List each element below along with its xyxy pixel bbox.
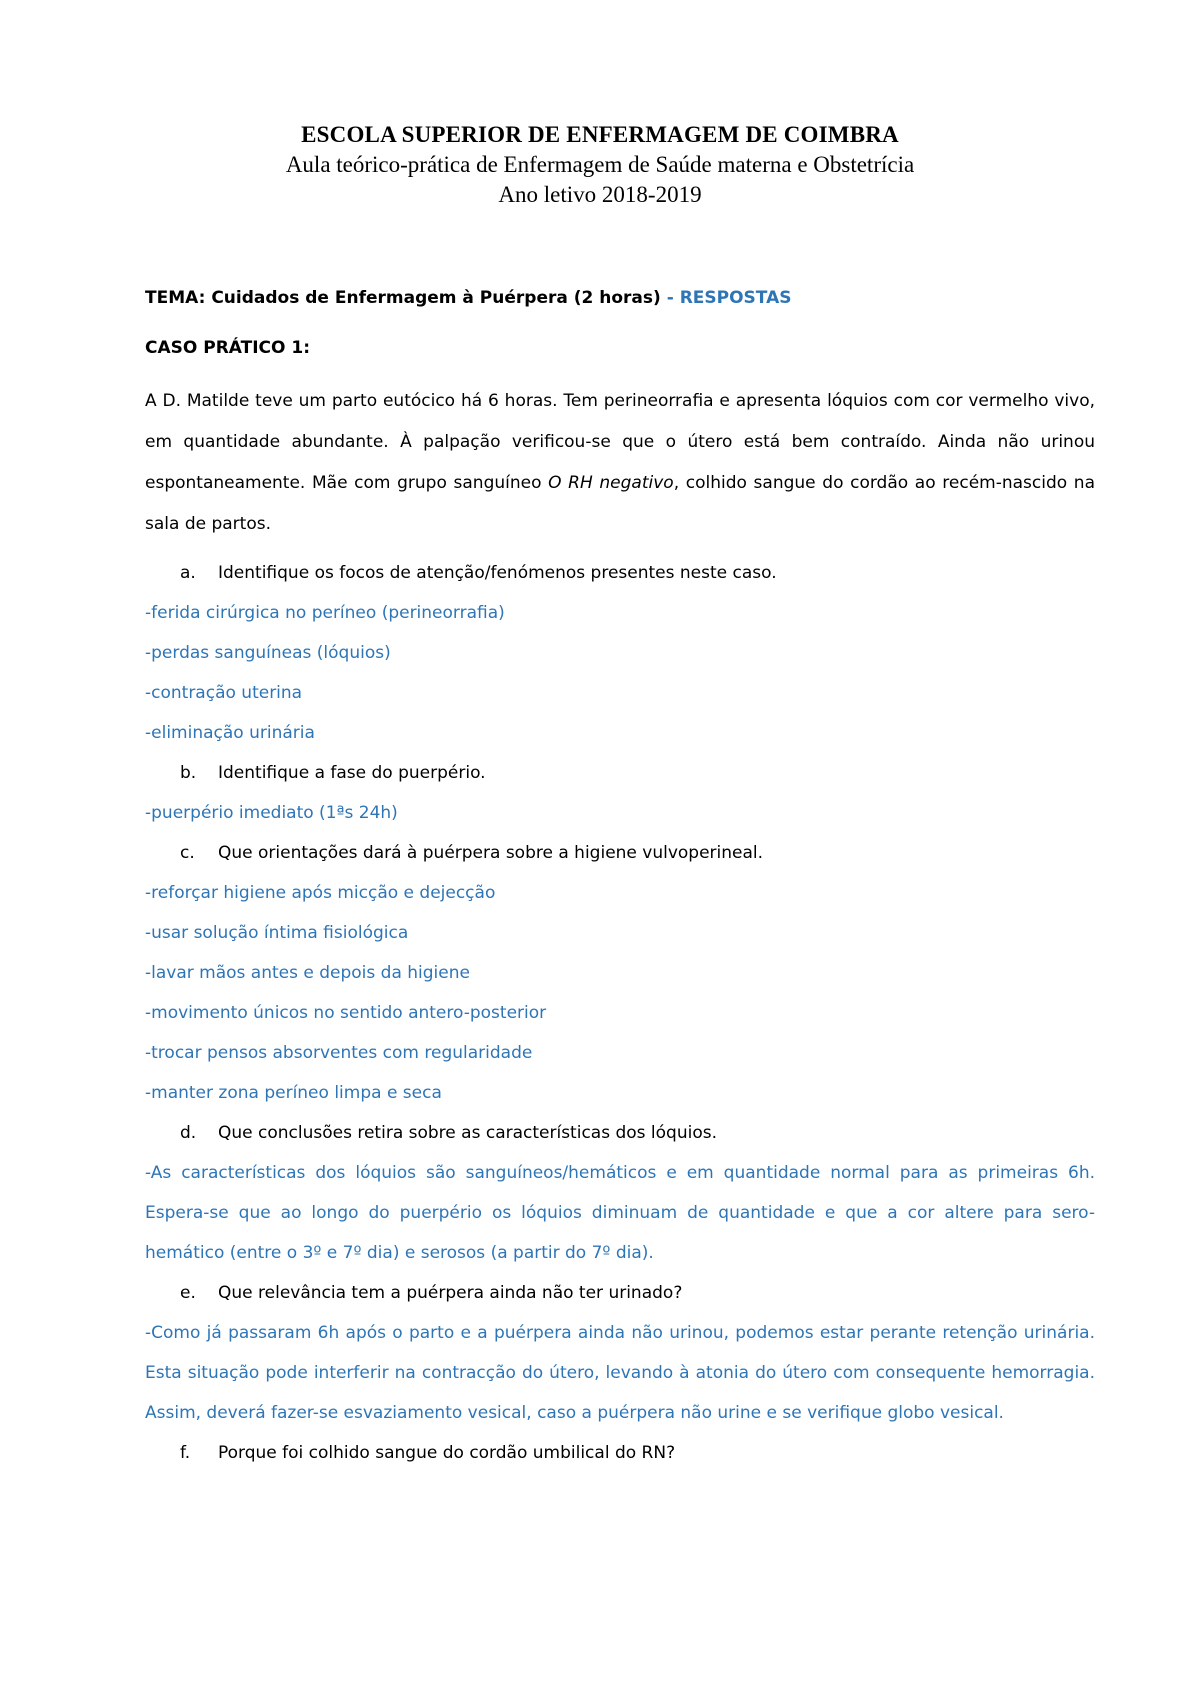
theme-label: TEMA: Cuidados de Enfermagem à Puérpera (2 horas): [145, 288, 661, 308]
answer-a-item: -contração uterina: [145, 683, 303, 703]
case-heading: CASO PRÁTICO 1:: [145, 338, 311, 358]
answer-c-item: -reforçar higiene após micção e dejecção: [145, 883, 496, 903]
answer-c-item: -usar solução íntima fisiológica: [145, 923, 409, 943]
answer-c-item: -movimento únicos no sentido antero-posterior: [145, 1003, 547, 1023]
answer-a-item: -ferida cirúrgica no períneo (perineorrafia): [145, 603, 505, 623]
answer-d-text: -As características dos lóquios são sanguíneos/hemáticos e em quantidade normal para as primeiras 6h. Espera-se que ao longo do puerpério os lóquios diminuam de quantidade e que a cor altere para sero-hemático (entre o 3º e 7º dia) e serosos (a partir do 7º dia).: [145, 1163, 1095, 1263]
question-d-text: Que conclusões retira sobre as características dos lóquios.: [218, 1123, 717, 1143]
question-c: [145, 833, 1095, 873]
question-c-number: c.: [180, 843, 195, 863]
question-b: [145, 753, 1095, 793]
answer-c-item: -manter zona períneo limpa e seca: [145, 1083, 442, 1103]
blood-group: O RH negativo: [548, 473, 674, 493]
question-d: [145, 1113, 1095, 1153]
document-body: [145, 273, 1095, 1473]
answer-a-item: -eliminação urinária: [145, 723, 315, 743]
answer-e-text: -Como já passaram 6h após o parto e a puérpera ainda não urinou, podemos estar perante retenção urinária. Esta situação pode interferir na contracção do útero, levando à atonia do útero com consequente hemorragia. Assim, deverá fazer-se esvaziamento vesical, caso a puérpera não urine e se verifique globo vesical.: [145, 1323, 1095, 1423]
question-b-text: Identifique a fase do puerpério.: [218, 763, 486, 783]
answer-c-item: -trocar pensos absorventes com regularidade: [145, 1043, 533, 1063]
theme-answers-tag: - RESPOSTAS: [660, 288, 792, 308]
answer-a-item: -perdas sanguíneas (lóquios): [145, 643, 391, 663]
academic-year: Ano letivo 2018-2019: [498, 182, 702, 207]
theme-line: [145, 273, 1095, 323]
question-f-number: f.: [180, 1443, 191, 1463]
school-name: ESCOLA SUPERIOR DE ENFERMAGEM DE COIMBRA: [301, 122, 899, 147]
question-a-text: Identifique os focos de atenção/fenómenos presentes neste caso.: [218, 563, 777, 583]
question-e-number: e.: [180, 1283, 196, 1303]
question-a-number: a.: [180, 563, 196, 583]
question-a: [145, 553, 1095, 593]
question-f: [145, 1433, 1095, 1473]
case-text-part2: , colhido sangue do cordão ao recém-nascido na sala de partos.: [145, 473, 1095, 534]
case-description: [145, 381, 1095, 545]
question-d-number: d.: [180, 1123, 197, 1143]
question-e: [145, 1273, 1095, 1313]
question-b-number: b.: [180, 763, 197, 783]
question-f-text: Porque foi colhido sangue do cordão umbilical do RN?: [218, 1443, 676, 1463]
answer-b-item: -puerpério imediato (1ªs 24h): [145, 803, 398, 823]
answer-c-item: -lavar mãos antes e depois da higiene: [145, 963, 470, 983]
course-title: Aula teórico-prática de Enfermagem de Saúde materna e Obstetrícia: [285, 152, 915, 177]
document-header: [0, 120, 1200, 210]
question-c-text: Que orientações dará à puérpera sobre a higiene vulvoperineal.: [218, 843, 764, 863]
question-e-text: Que relevância tem a puérpera ainda não ter urinado?: [218, 1283, 683, 1303]
case-text-part1: A D. Matilde teve um parto eutócico há 6 horas. Tem perineorrafia e apresenta lóquios com cor vermelho vivo, em quantidade abundante. À palpação verificou-se que o útero está bem contraído. Ainda não urinou espontaneamente. Mãe com grupo sanguíneo: [145, 391, 1095, 493]
